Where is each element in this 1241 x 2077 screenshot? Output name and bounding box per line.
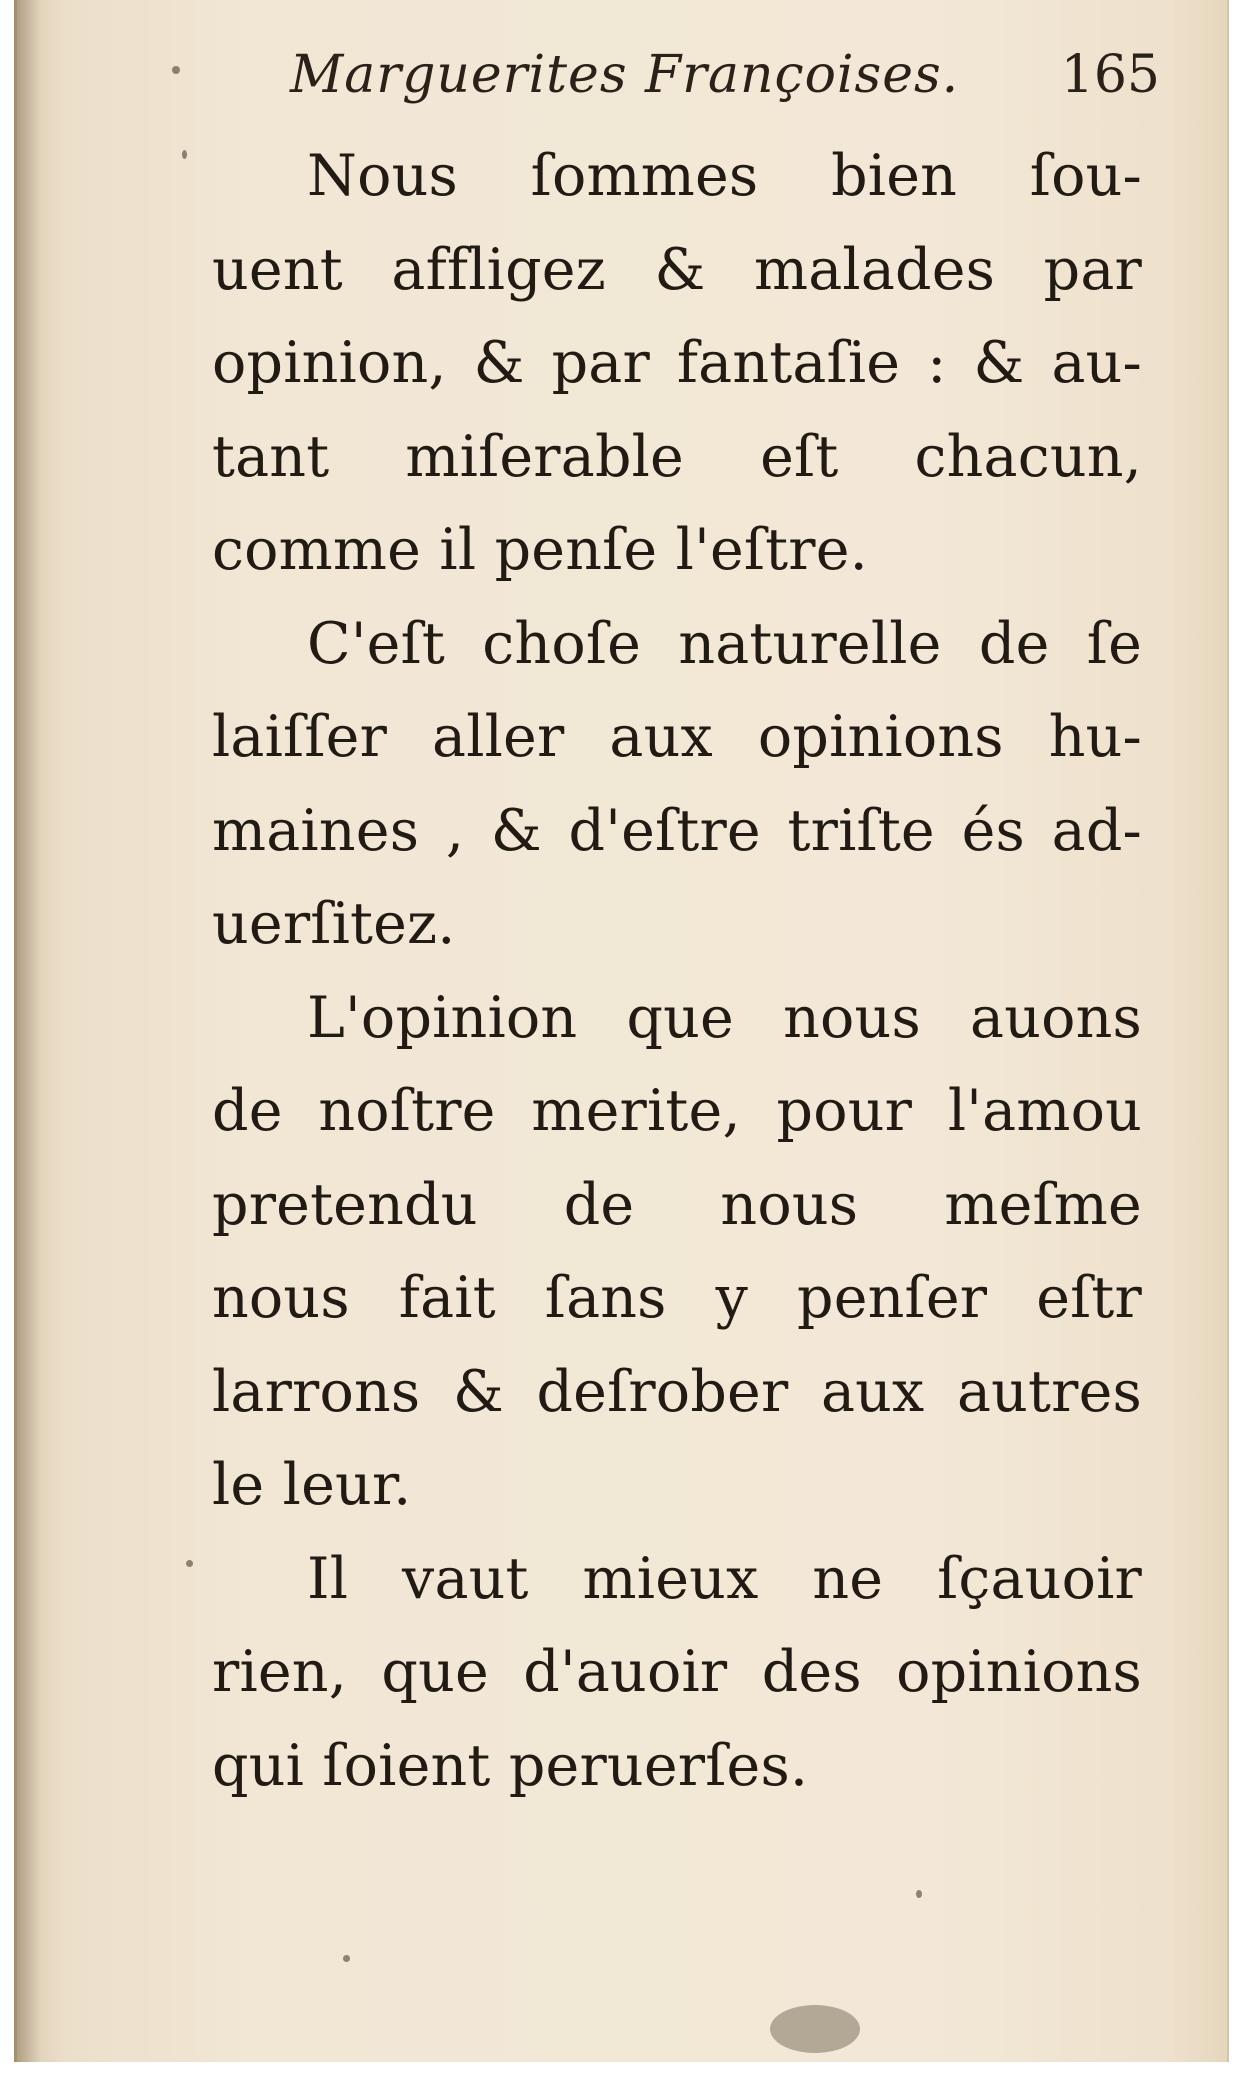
text-line: comme il penſe l'eſtre. xyxy=(212,517,868,583)
text-line: nous fait ſans y penſer eſtr xyxy=(212,1265,1142,1331)
text-line: Il vaut mieux ne ſçauoir xyxy=(307,1545,1142,1612)
ink-speck xyxy=(186,1560,193,1567)
text-block xyxy=(212,130,1142,1813)
text-line: laiſſer aller aux opinions hu- xyxy=(212,704,1142,770)
text-line: maines , & d'eſtre triſte és ad- xyxy=(212,797,1142,864)
ink-speck xyxy=(916,1890,922,1898)
page-gutter-shadow xyxy=(14,0,40,2062)
text-line: Nous ſommes bien ſou- xyxy=(307,143,1142,209)
text-line: L'opinion que nous auons xyxy=(307,984,1142,1051)
text-line: rien, que d'auoir des opinions xyxy=(212,1639,1142,1705)
text-line: uent affligez & malades par xyxy=(212,236,1142,303)
page-number: 165 xyxy=(1060,45,1160,105)
text-line: le leur. xyxy=(212,1452,412,1518)
running-head xyxy=(290,45,1160,125)
text-line: larrons & deſrober aux autres xyxy=(212,1358,1142,1425)
running-title: Marguerites Françoises. xyxy=(290,45,960,105)
text-line: pretendu de nous meſme xyxy=(212,1171,1142,1238)
text-line: uerſitez. xyxy=(212,891,456,957)
ink-speck xyxy=(172,66,180,74)
text-line: de noſtre merite, pour l'amou xyxy=(212,1078,1142,1144)
text-line: tant miſerable eſt chacun, xyxy=(212,423,1142,490)
ink-speck xyxy=(182,150,187,159)
ink-speck xyxy=(343,1955,350,1962)
text-line: qui ſoient peruerſes. xyxy=(212,1732,809,1799)
text-line: opinion, & par fantaſie : & au- xyxy=(212,330,1142,396)
text-line: C'eſt choſe naturelle de ſe xyxy=(307,610,1142,677)
ink-smudge xyxy=(770,2005,860,2053)
